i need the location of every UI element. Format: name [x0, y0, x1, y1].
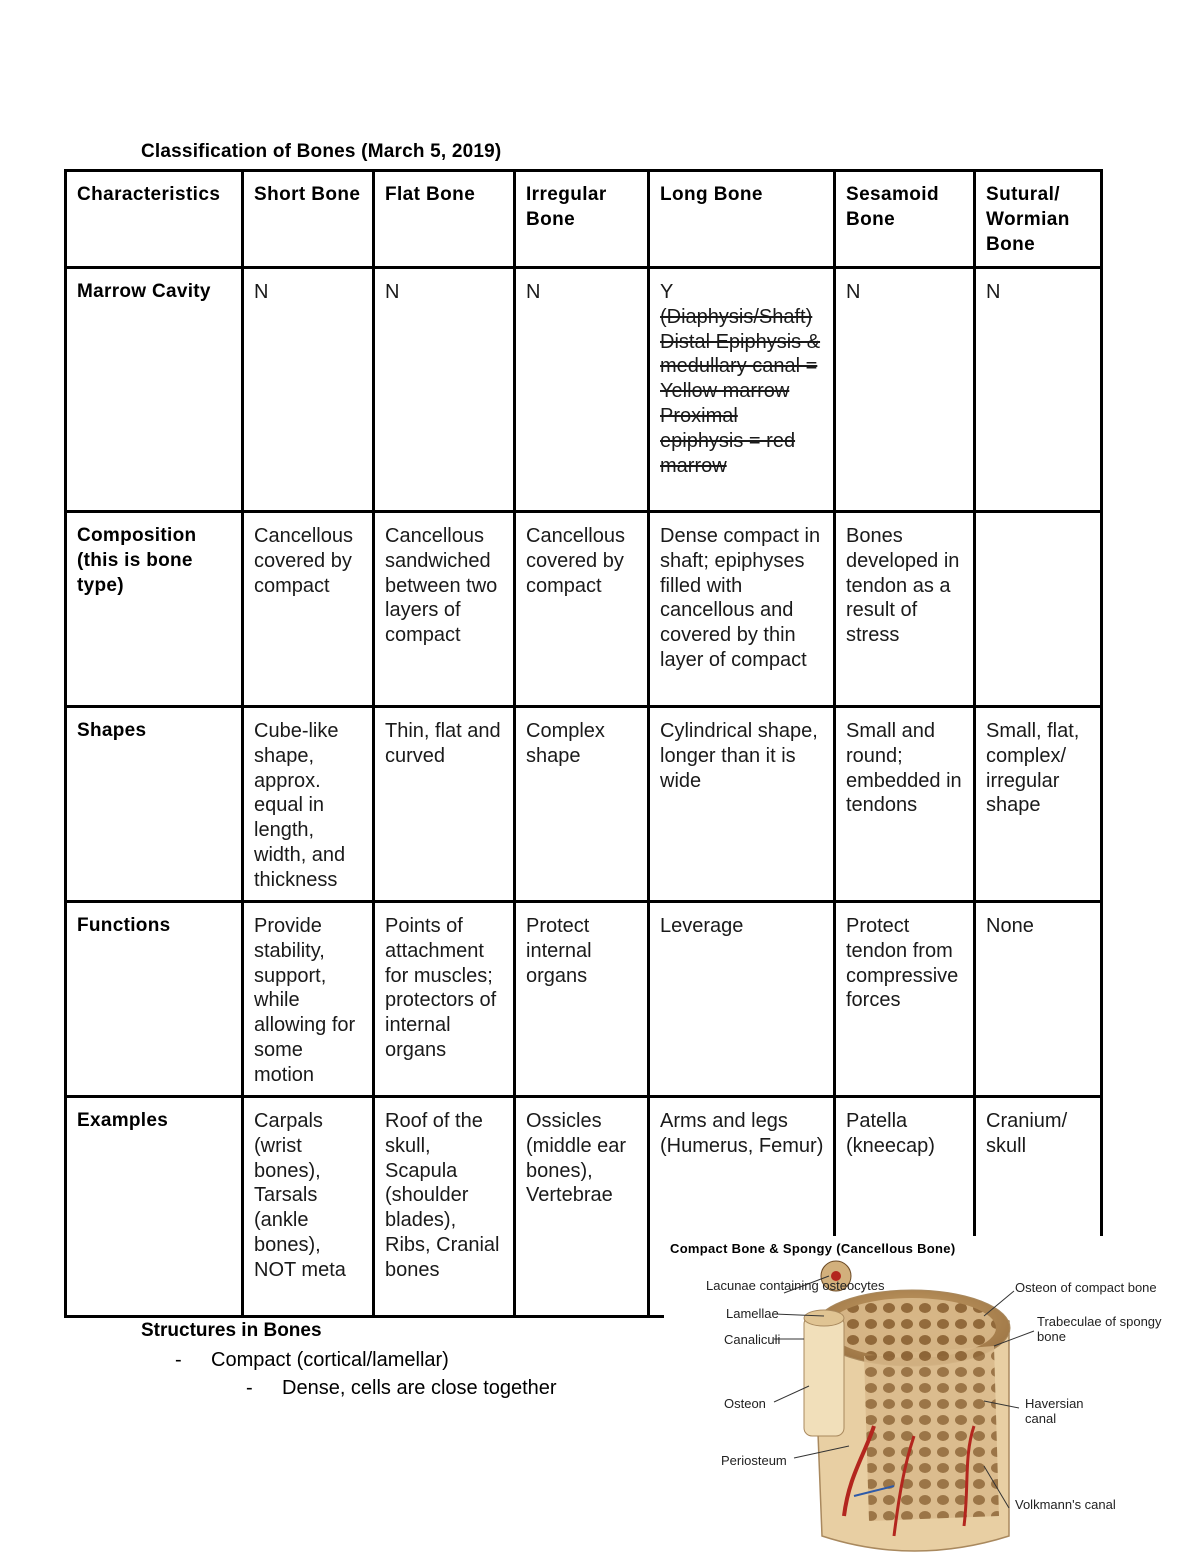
row-label-examples: Examples — [66, 1097, 243, 1317]
cell-functions-long: Leverage — [649, 902, 835, 1097]
table-row — [66, 512, 1102, 707]
header-long-bone: Long Bone — [649, 171, 835, 268]
cell-functions-short: Provide stability, support, while allowing for some motion — [243, 902, 374, 1097]
bone-classification-table — [64, 169, 1103, 1318]
row-label-marrow-cavity: Marrow Cavity — [66, 268, 243, 512]
cell-shapes-long: Cylindrical shape, longer than it is wide — [649, 707, 835, 902]
cell-functions-sutural: None — [975, 902, 1102, 1097]
label-canaliculi: Canaliculi — [724, 1332, 781, 1347]
cell-shapes-irregular: Complex shape — [515, 707, 649, 902]
row-label-composition: Composition (this is bone type) — [66, 512, 243, 707]
cell-composition-irregular: Cancellous covered by compact — [515, 512, 649, 707]
bullet-dash: - — [246, 1377, 253, 1399]
cell-marrow-long-struck-note: (Diaphysis/Shaft) Distal Epiphysis & medullary canal = Yellow marrow Proximal epiphysis = red marrow — [660, 305, 821, 477]
cell-marrow-sutural: N — [975, 268, 1102, 512]
label-osteon-compact: Osteon of compact bone — [1015, 1280, 1157, 1295]
label-haversian — [1025, 1396, 1084, 1426]
label-osteon: Osteon — [724, 1396, 766, 1411]
cell-composition-long: Dense compact in shaft; epiphyses filled with cancellous and covered by thin layer of compact — [649, 512, 835, 707]
header-flat-bone: Flat Bone — [374, 171, 515, 268]
table-row — [66, 902, 1102, 1097]
label-periosteum: Periosteum — [721, 1453, 787, 1468]
cell-examples-short: Carpals (wrist bones), Tarsals (ankle bones), NOT meta — [243, 1097, 374, 1317]
cell-shapes-sutural: Small, flat, complex/ irregular shape — [975, 707, 1102, 902]
table-row — [66, 268, 1102, 512]
label-haversian-line2: canal — [1025, 1411, 1057, 1426]
bullet-compact-text: Compact (cortical/lamellar) — [211, 1349, 449, 1371]
bullet-dense-text: Dense, cells are close together — [282, 1377, 557, 1399]
header-sutural-bone: Sutural/ Wormian Bone — [975, 171, 1102, 268]
bullet-dash: - — [175, 1349, 182, 1371]
cell-marrow-long — [649, 268, 835, 512]
table-header-row — [66, 171, 1102, 268]
label-lacunae: Lacunae containing osteocytes — [706, 1278, 885, 1293]
header-sesamoid-bone: Sesamoid Bone — [835, 171, 975, 268]
row-label-functions: Functions — [66, 902, 243, 1097]
cell-functions-flat: Points of attachment for muscles; protectors of internal organs — [374, 902, 515, 1097]
row-label-shapes: Shapes — [66, 707, 243, 902]
cell-examples-sutural: Cranium/ skull — [975, 1097, 1102, 1317]
cell-composition-sutural — [975, 512, 1102, 707]
cell-marrow-flat: N — [374, 268, 515, 512]
cell-marrow-sesamoid: N — [835, 268, 975, 512]
cell-functions-irregular: Protect internal organs — [515, 902, 649, 1097]
cell-composition-flat: Cancellous sandwiched between two layers of compact — [374, 512, 515, 707]
cell-composition-sesamoid: Bones developed in tendon as a result of stress — [835, 512, 975, 707]
document-title: Classification of Bones (March 5, 2019) — [141, 141, 502, 162]
label-volkmann: Volkmann's canal — [1015, 1497, 1116, 1512]
label-trabeculae-line1: Trabeculae of spongy — [1037, 1314, 1162, 1329]
cell-shapes-flat: Thin, flat and curved — [374, 707, 515, 902]
cell-functions-sesamoid: Protect tendon from compressive forces — [835, 902, 975, 1097]
cell-examples-long: Arms and legs (Humerus, Femur) — [649, 1097, 835, 1317]
label-haversian-line1: Haversian — [1025, 1396, 1084, 1411]
cell-examples-sesamoid: Patella (kneecap) — [835, 1097, 975, 1317]
diagram-title: Compact Bone & Spongy (Cancellous Bone) — [670, 1241, 956, 1256]
cell-composition-short: Cancellous covered by compact — [243, 512, 374, 707]
cell-marrow-long-answer: Y — [660, 281, 674, 303]
cell-examples-irregular: Ossicles (middle ear bones), Vertebrae — [515, 1097, 649, 1317]
cell-marrow-short: N — [243, 268, 374, 512]
cell-examples-flat: Roof of the skull, Scapula (shoulder blades), Ribs, Cranial bones — [374, 1097, 515, 1317]
label-trabeculae — [1037, 1314, 1162, 1344]
header-characteristics: Characteristics — [66, 171, 243, 268]
cell-marrow-irregular: N — [515, 268, 649, 512]
header-short-bone: Short Bone — [243, 171, 374, 268]
table-row — [66, 707, 1102, 902]
cell-shapes-short: Cube-like shape, approx. equal in length, width, and thickness — [243, 707, 374, 902]
cell-shapes-sesamoid: Small and round; embedded in tendons — [835, 707, 975, 902]
label-trabeculae-line2: bone — [1037, 1329, 1066, 1344]
structures-section-title: Structures in Bones — [141, 1320, 322, 1341]
header-irregular-bone: Irregular Bone — [515, 171, 649, 268]
label-lamellae: Lamellae — [726, 1306, 779, 1321]
